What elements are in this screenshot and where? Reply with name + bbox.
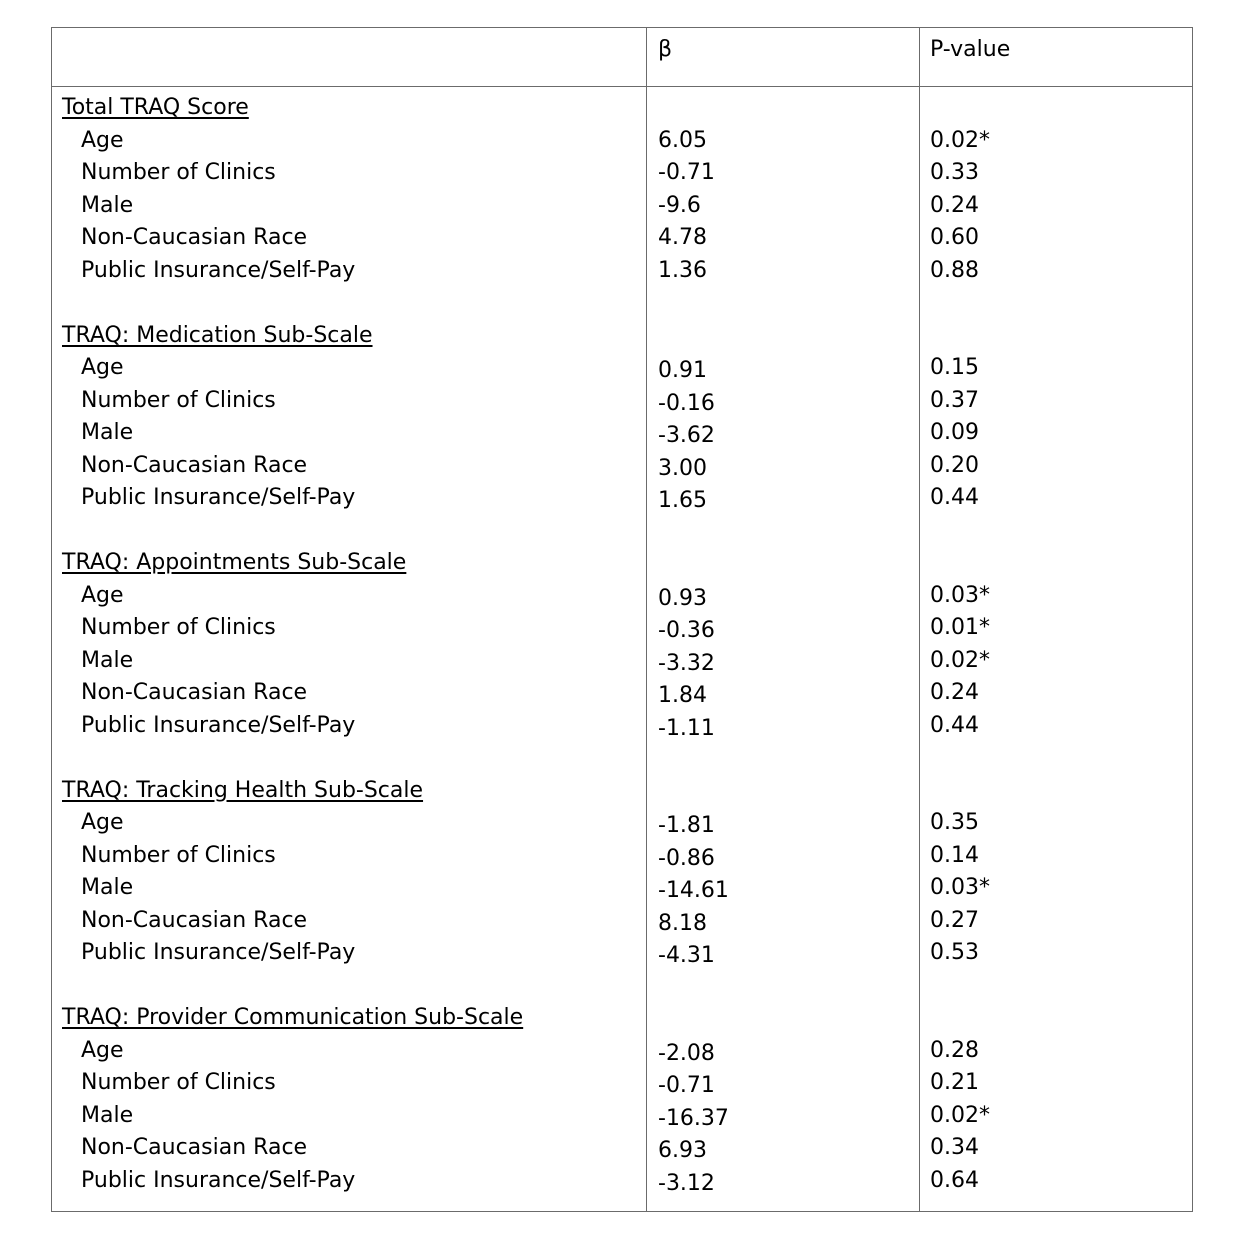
row-pvalue: 0.35 <box>930 810 979 835</box>
row-beta: -1.11 <box>658 715 715 741</box>
row-pvalue: 0.21 <box>930 1070 979 1095</box>
row-pvalue: 0.44 <box>930 712 979 738</box>
row-label: Non-Caucasian Race <box>81 452 308 478</box>
row-label: Male <box>81 875 134 900</box>
row-beta: 1.36 <box>658 257 707 283</box>
row-beta: 0.93 <box>658 585 707 611</box>
row-label: Male <box>81 192 134 218</box>
row-label: Number of Clinics <box>81 160 276 185</box>
row-beta: -0.71 <box>658 160 715 185</box>
row-pvalue: 0.02* <box>930 127 990 153</box>
row-pvalue: 0.02* <box>930 1102 990 1128</box>
section-title: TRAQ: Appointments Sub-Scale <box>62 550 407 575</box>
row-label: Public Insurance/Self-Pay <box>81 940 356 965</box>
row-beta: -3.62 <box>658 423 715 448</box>
row-pvalue: 0.44 <box>930 485 979 510</box>
row-label: Non-Caucasian Race <box>81 907 308 933</box>
row-beta: -0.71 <box>658 1073 715 1098</box>
section-title: Total TRAQ Score <box>62 95 249 120</box>
row-pvalue: 0.03* <box>930 875 990 900</box>
row-pvalue: 0.03* <box>930 582 990 608</box>
row-pvalue: 0.09 <box>930 420 979 445</box>
row-beta: -9.6 <box>658 192 701 218</box>
row-beta: -4.31 <box>658 943 715 968</box>
row-pvalue: 0.01* <box>930 615 990 640</box>
row-label: Number of Clinics <box>81 842 276 868</box>
row-pvalue: 0.37 <box>930 387 979 413</box>
row-beta: 0.91 <box>658 358 707 383</box>
row-pvalue: 0.34 <box>930 1135 979 1160</box>
row-label: Age <box>81 355 124 380</box>
row-label: Age <box>81 127 124 153</box>
section-title: TRAQ: Tracking Health Sub-Scale <box>62 777 424 803</box>
row-label: Male <box>81 1102 134 1128</box>
regression-table <box>51 27 1193 1212</box>
row-beta: 1.84 <box>658 683 707 708</box>
row-beta: -2.08 <box>658 1040 715 1066</box>
row-beta: -0.86 <box>658 845 715 871</box>
row-pvalue: 0.24 <box>930 680 979 705</box>
row-beta: 4.78 <box>658 225 707 250</box>
header-beta: β <box>658 37 673 62</box>
row-beta: 6.05 <box>658 127 707 153</box>
row-label: Public Insurance/Self-Pay <box>81 257 356 283</box>
section-title: TRAQ: Provider Communication Sub-Scale <box>62 1005 524 1030</box>
row-label: Non-Caucasian Race <box>81 1135 308 1160</box>
row-pvalue: 0.20 <box>930 452 979 478</box>
row-label: Number of Clinics <box>81 387 276 413</box>
row-label: Non-Caucasian Race <box>81 225 308 250</box>
row-pvalue: 0.60 <box>930 225 979 250</box>
row-pvalue: 0.33 <box>930 160 979 185</box>
row-label: Public Insurance/Self-Pay <box>81 712 356 738</box>
row-label: Number of Clinics <box>81 1070 276 1095</box>
row-label: Public Insurance/Self-Pay <box>81 1167 356 1193</box>
row-beta: -3.32 <box>658 650 715 676</box>
row-label: Age <box>81 1037 124 1063</box>
row-pvalue: 0.14 <box>930 842 979 868</box>
row-beta: -16.37 <box>658 1105 729 1131</box>
row-pvalue: 0.27 <box>930 907 979 933</box>
row-beta: 3.00 <box>658 455 707 481</box>
row-label: Age <box>81 810 124 835</box>
row-pvalue: 0.02* <box>930 647 990 673</box>
row-beta: -0.16 <box>658 390 715 416</box>
row-pvalue: 0.24 <box>930 192 979 218</box>
row-pvalue: 0.28 <box>930 1037 979 1063</box>
row-pvalue: 0.53 <box>930 940 979 965</box>
column-divider-beta <box>646 28 647 1211</box>
row-beta: -3.12 <box>658 1170 715 1196</box>
row-beta: 8.18 <box>658 910 707 936</box>
row-label: Male <box>81 420 134 445</box>
row-label: Male <box>81 647 134 673</box>
row-label: Non-Caucasian Race <box>81 680 308 705</box>
row-pvalue: 0.88 <box>930 257 979 283</box>
row-beta: 1.65 <box>658 488 707 513</box>
row-label: Age <box>81 582 124 608</box>
row-beta: -0.36 <box>658 618 715 643</box>
section-title: TRAQ: Medication Sub-Scale <box>62 322 373 348</box>
row-beta: 6.93 <box>658 1138 707 1163</box>
row-pvalue: 0.64 <box>930 1167 979 1193</box>
header-divider <box>52 86 1192 87</box>
row-beta: -14.61 <box>658 878 729 903</box>
header-pvalue: P-value <box>930 37 1011 62</box>
row-label: Number of Clinics <box>81 615 276 640</box>
row-label: Public Insurance/Self-Pay <box>81 485 356 510</box>
column-divider-pvalue <box>919 28 920 1211</box>
row-beta: -1.81 <box>658 813 715 838</box>
row-pvalue: 0.15 <box>930 355 979 380</box>
